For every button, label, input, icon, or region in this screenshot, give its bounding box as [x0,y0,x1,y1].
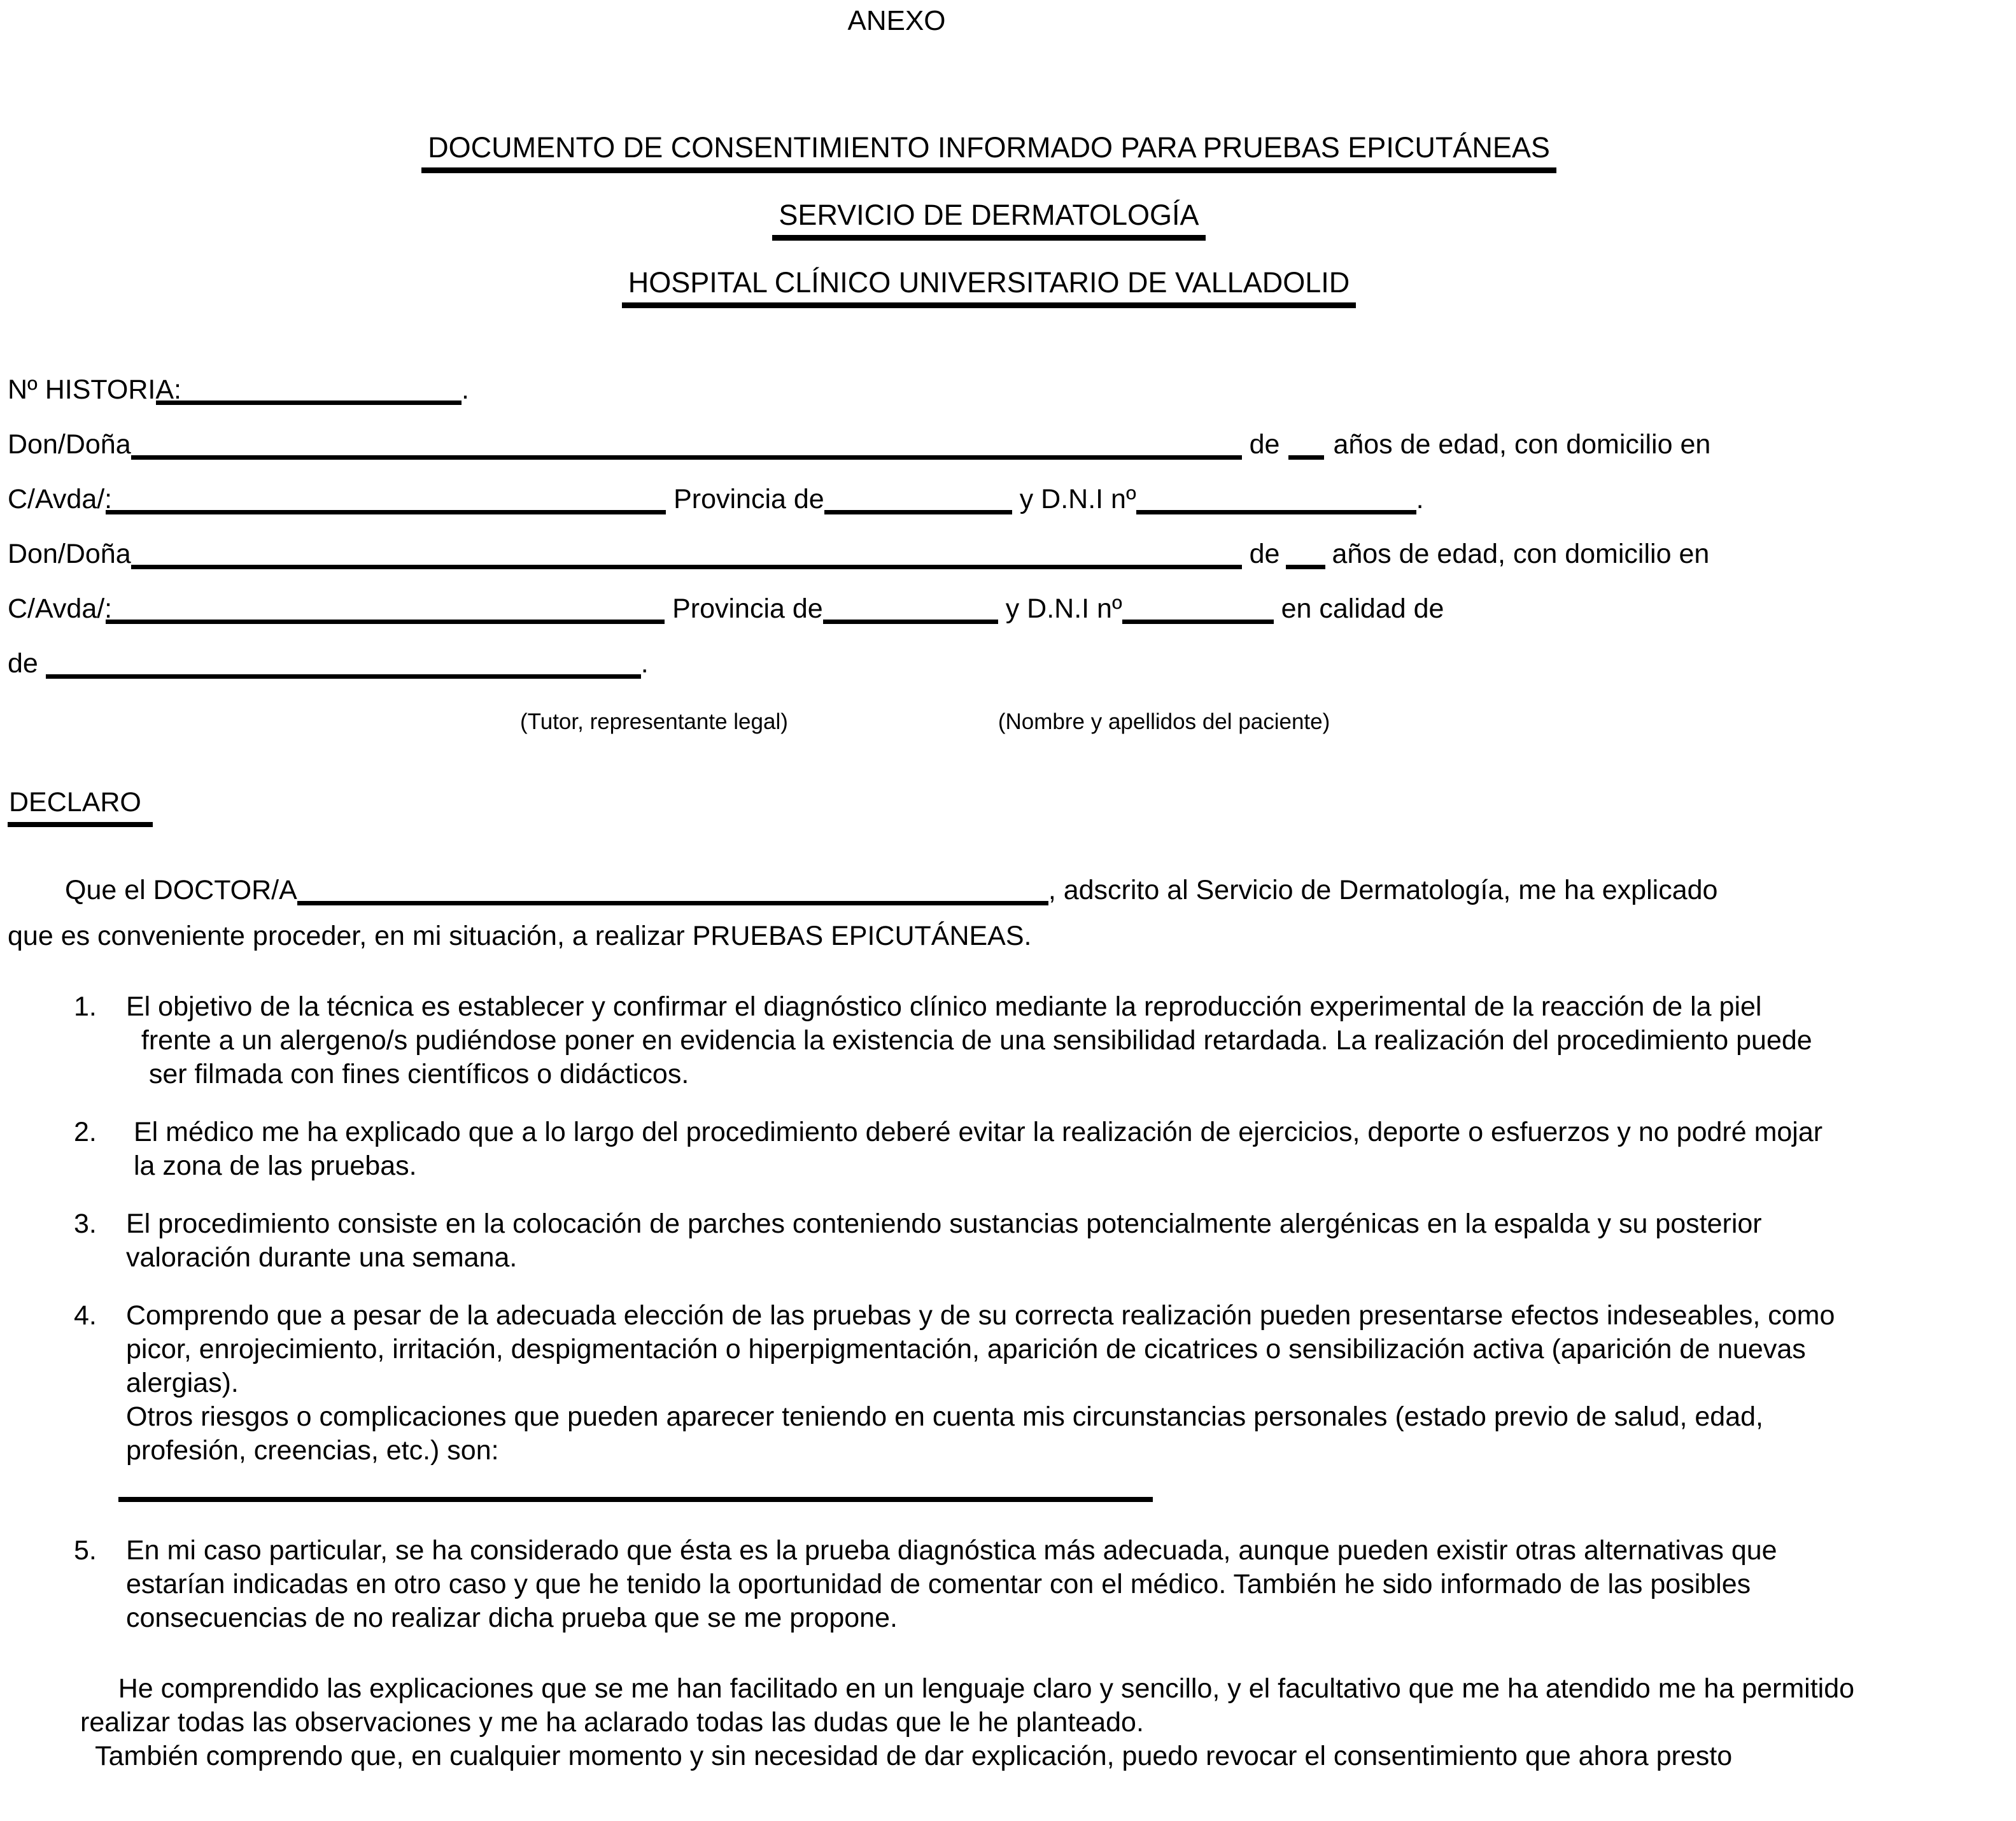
anos-edad-label: años de edad, con domicilio en [1333,429,1711,460]
list-line [8,1024,2008,1058]
de-label: de [8,648,38,679]
list-number [8,1149,126,1183]
list-number: 3. [74,1208,97,1239]
list-text: profesión, creencias, etc.) son: [126,1435,499,1466]
list-line [8,1299,2008,1333]
list-text: valoración durante una semana. [126,1242,518,1273]
doctor-line [8,870,2008,910]
historia-blank [156,384,462,405]
patient-data-section [8,371,2008,735]
anos-edad-label: años de edad, con domicilio en [1332,539,1710,569]
list-text: picor, enrojecimiento, irritación, despigmentación o hiperpigmentación, aparición de cicatrices o sensibilización activa (aparición de nuevas [126,1334,1806,1364]
person1-dni-blank [1136,493,1416,514]
list-number [8,1058,126,1091]
list-item [8,1207,2008,1275]
document-title-line [8,266,1970,308]
dni-label: y D.N.I nº [1019,484,1136,514]
list-number [8,1241,126,1275]
person1-name-line [8,425,2008,464]
list-item [8,1534,2008,1635]
provincia-label: Provincia de [672,593,823,624]
declaro-heading [8,787,2008,827]
list-text: ser filmada con fines científicos o didácticos. [126,1059,689,1089]
list-item [8,990,2008,1091]
list-item [8,1299,2008,1468]
list-line [8,1601,2008,1635]
list-text: Comprendo que a pesar de la adecuada elección de las pruebas y de su correcta realización pueden presentarse efectos indeseables, como [126,1300,1835,1331]
person2-dni-blank [1122,603,1274,624]
person2-name-line [8,535,2008,573]
period: . [640,648,649,679]
list-text: consecuencias de no realizar dicha prueba que se me propone. [126,1603,898,1633]
list-number: 1. [74,991,97,1022]
doctor-paragraph-line2: que es conveniente proceder, en mi situación, a realizar PRUEBAS EPICUTÁNEAS. [8,921,1032,951]
list-text: la zona de las pruebas. [126,1151,417,1181]
period: . [461,374,469,405]
list-line [8,1400,2008,1434]
list-number [8,1434,126,1468]
person1-province-blank [824,493,1012,514]
list-number [8,1568,126,1601]
list-number: 5. [74,1535,97,1566]
list-number [8,1601,126,1635]
person1-age-blank [1288,439,1324,460]
document-title-line [8,199,1970,241]
list-line [8,1058,2008,1091]
person1-street-blank [106,493,666,514]
period: . [1416,484,1424,514]
closing-line: He comprendido las explicaciones que se me han facilitado en un lenguaje claro y sencillo, y el facultativo que me ha atendido me ha permitido [80,1673,1855,1704]
list-text: El procedimiento consiste en la colocación de parches conteniendo sustancias potencialmente alergénicas en la espalda y su posterior [126,1208,1762,1239]
list-number [8,1400,126,1434]
dni-label: y D.N.I nº [1005,593,1122,624]
doctor-name-blank [297,884,1048,905]
person2-province-blank [823,603,998,624]
closing-line: realizar todas las observaciones y me ha aclarado todas las dudas que le he planteado. [80,1707,1144,1738]
historia-label: Nº HISTORIA: [8,374,181,405]
provincia-label: Provincia de [673,484,824,514]
list-line [8,1434,2008,1468]
list-line [8,990,2008,1024]
cavda-label: C/Avda/: [8,593,113,624]
list-text: frente a un alergeno/s pudiéndose poner en evidencia la existencia de una sensibilidad retardada. La realización del procedimiento puede [126,1025,1812,1056]
list-number [8,1024,126,1058]
en-calidad-label: en calidad de [1281,593,1444,624]
list-line [8,1366,2008,1400]
document-title-line [8,131,1970,173]
closing-line: También comprendo que, en cualquier momento y sin necesidad de dar explicación, puedo revocar el consentimiento que ahora presto [80,1741,1733,1771]
caption-paciente: (Nombre y apellidos del paciente) [997,709,1330,734]
list-text: En mi caso particular, se ha considerado que ésta es la prueba diagnóstica más adecuada, aunque pueden existir otras alternativas que [126,1535,1777,1566]
list-line [8,1207,2008,1241]
list-text: Otros riesgos o complicaciones que pueden aparecer teniendo en cuenta mis circunstancias personales (estado previo de salud, edad, [126,1401,1763,1432]
person2-street-blank [106,603,665,624]
list-line [8,1534,2008,1568]
historia-line [8,371,2008,409]
list-item [8,1116,2008,1183]
document-title-text: SERVICIO DE DERMATOLOGÍA [772,199,1205,241]
captions-row [8,709,2008,735]
doctor-suffix: , adscrito al Servicio de Dermatología, me ha explicado [1048,875,1718,905]
list-line [8,1568,2008,1601]
list-line [8,1333,2008,1366]
list-line [8,1116,2008,1149]
list-text: estarían indicadas en otro caso y que he tenido la oportunidad de comentar con el médico. También he sido informado de las posibles [126,1569,1751,1599]
anexo-heading: ANEXO [847,5,946,36]
doctor-paragraph [8,870,2008,956]
numbered-list-5 [8,1534,2008,1635]
de-label: de [1249,539,1280,569]
document-title-text: DOCUMENTO DE CONSENTIMIENTO INFORMADO PARA PRUEBAS EPICUTÁNEAS [421,131,1556,173]
list-number: 4. [74,1300,97,1331]
doctor-prefix: Que el DOCTOR/A [65,875,297,905]
person2-name-blank [131,548,1242,569]
don-dona-label: Don/Doña [8,539,131,569]
de-label: de [1249,429,1280,460]
list-text: El médico me ha explicado que a lo largo del procedimiento deberé evitar la realización de ejercicios, deporte o esfuerzos y no podré mojar [126,1117,1823,1147]
declaro-text: DECLARO [8,787,153,827]
numbered-list-1-4 [8,990,2008,1468]
person2-age-blank [1286,548,1325,569]
other-risks-blank [118,1496,1153,1502]
document-title-text: HOSPITAL CLÍNICO UNIVERSITARIO DE VALLADOLID [622,266,1357,308]
list-text: El objetivo de la técnica es establecer y confirmar el diagnóstico clínico mediante la reproducción experimental de la reacción de la piel [126,991,1762,1022]
person1-address-line [8,480,2008,518]
closing-paragraphs [80,1672,2008,1773]
don-dona-label: Don/Doña [8,429,131,460]
title-block [8,131,2008,308]
cavda-label: C/Avda/: [8,484,113,514]
list-number: 2. [74,1117,97,1147]
list-line [8,1241,2008,1275]
list-line [8,1149,2008,1183]
person2-address-line [8,590,2008,628]
caption-tutor: (Tutor, representante legal) [520,709,788,734]
list-text: alergias). [126,1368,239,1398]
person1-name-blank [131,439,1242,460]
list-number [8,1333,126,1366]
list-number [8,1366,126,1400]
relation-blank [46,658,641,679]
relation-line [8,644,2008,683]
